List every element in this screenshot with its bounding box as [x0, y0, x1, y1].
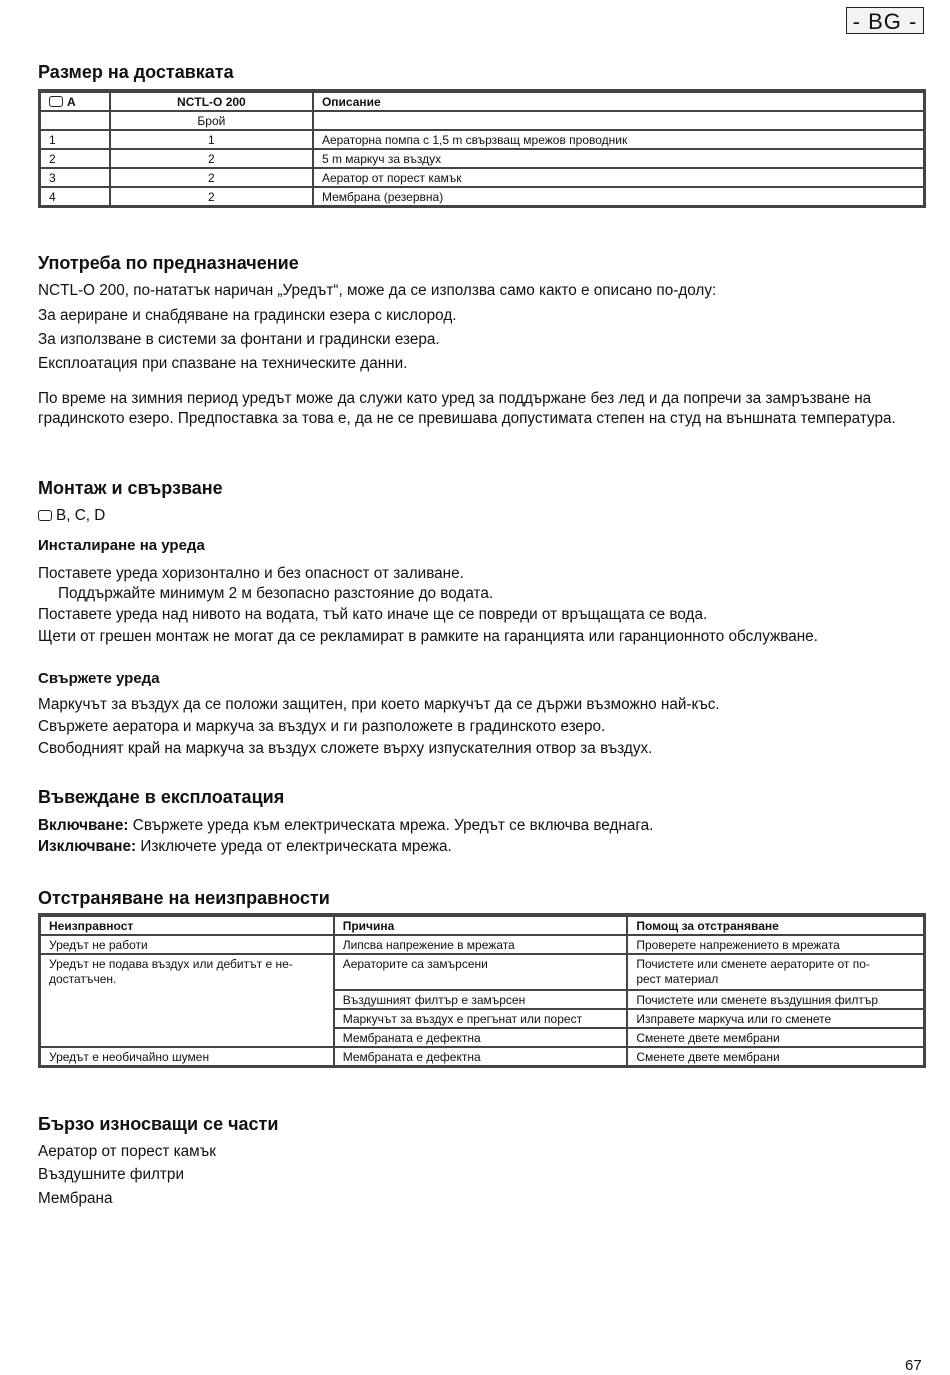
cell-cause: Мембраната е дефектна [334, 1028, 628, 1047]
section-title-intended-use: Употреба по предназначение [38, 253, 299, 273]
connect-line: Маркучът за въздух да се положи защитен, при което маркучът да се държи възможно най-къс. [38, 696, 720, 713]
cell-fault: Уредът не подава въздух или дебитът е не- достатъчен. [40, 954, 334, 1047]
cell-desc: Мембрана (резервна) [313, 187, 924, 206]
header-model: NCTL-O 200 [110, 92, 313, 111]
language-badge: - BG - [846, 7, 924, 34]
cell-fix: Изправете маркуча или го сменете [627, 1009, 924, 1028]
cell-desc: Аератор от порест камък [313, 168, 924, 187]
cell-desc: 5 m маркуч за въздух [313, 149, 924, 168]
troubleshooting-table [38, 913, 926, 1068]
on-text: Свържете уреда към електрическата мрежа. Уредът се включва веднага. [128, 817, 654, 834]
cell-cause: Маркучът за въздух е прегънат или порест [334, 1009, 628, 1028]
header-figure-ref: A [40, 92, 110, 111]
cell-fix: Проверете напрежението в мрежата [627, 935, 924, 954]
header-fault: Неизправност [40, 916, 334, 935]
table-row [40, 1047, 924, 1066]
figure-reference: B, C, D [38, 505, 105, 527]
cell-cause: Въздушният филтър е замърсен [334, 990, 628, 1009]
off-text: Изключете уреда от електрическата мрежа. [136, 838, 452, 855]
intended-use-paragraph: По време на зимния период уредът може да служи като уред за поддържане без лед и да попречи за замръзване на градинското езеро. Предпоставка за това е, да не се превишава допустимата степен на студ на външната температура. [38, 390, 896, 427]
subheader-qty: Брой [110, 111, 313, 130]
page-number: 67 [905, 1357, 922, 1374]
wear-part-item: Аератор от порест камък [38, 1143, 216, 1160]
table-row [40, 187, 924, 206]
delivery-table [38, 89, 926, 208]
cell-pos: 2 [40, 149, 110, 168]
intended-use-line: NCTL-O 200, по-нататък наричан „Уредът“, може да се използва само както е описано по-долу: [38, 282, 717, 299]
table-row [40, 954, 924, 990]
table-header-row [40, 92, 924, 111]
connect-line: Свободният край на маркуча за въздух сложете върху изпускателния отвор за въздух. [38, 740, 653, 757]
cell-fix: Почистете или сменете аераторите от по- рест материал [627, 954, 924, 990]
cell-desc: Aераторна помпа с 1,5 m свързващ мрежов проводник [313, 130, 924, 149]
install-line: Поставете уреда над нивото на водата, тъй като иначе ще се повреди от връщащата се вода. [38, 606, 708, 623]
table-row [40, 935, 924, 954]
section-title-delivery: Размер на доставката [38, 62, 234, 82]
section-title-wear-parts: Бързо износващи се части [38, 1114, 279, 1134]
wear-part-item: Въздушните филтри [38, 1166, 184, 1183]
intended-use-line: За използване в системи за фонтани и градински езера. [38, 331, 440, 348]
table-row [40, 130, 924, 149]
figure-icon [38, 510, 52, 521]
section-title-troubleshooting: Отстраняване на неизправности [38, 888, 330, 908]
subsection-title-connect: Свържете уреда [38, 670, 160, 687]
cell-cause: Мембраната е дефектна [334, 1047, 628, 1066]
cell-fix: Сменете двете мембрани [627, 1028, 924, 1047]
cell-qty: 2 [110, 149, 313, 168]
table-subheader-row [40, 111, 924, 130]
install-line: Щети от грешен монтаж не могат да се рекламират в рамките на гаранцията или гаранционното обслужване. [38, 628, 818, 645]
header-description: Описание [313, 92, 924, 111]
cell-pos: 4 [40, 187, 110, 206]
cell-cause: Аераторите са замърсени [334, 954, 628, 990]
intended-use-line: За аериране и снабдяване на градински езера с кислород. [38, 307, 457, 324]
figure-icon [49, 96, 63, 107]
section-title-startup: Въвеждане в експлоатация [38, 787, 285, 807]
install-line: Поддържайте минимум 2 м безопасно разстояние до водата. [58, 585, 494, 602]
subsection-title-install: Инсталиране на уреда [38, 537, 205, 554]
install-line: Поставете уреда хоризонтално и без опасност от заливане. [38, 565, 464, 582]
cell-cause: Липсва напрежение в мрежата [334, 935, 628, 954]
cell-qty: 1 [110, 130, 313, 149]
cell-qty: 2 [110, 168, 313, 187]
table-header-row [40, 916, 924, 935]
cell-pos: 1 [40, 130, 110, 149]
connect-line: Свържете аератора и маркуча за въздух и ги разположете в градинското езеро. [38, 718, 606, 735]
cell-fault: Уредът е необичайно шумен [40, 1047, 334, 1066]
table-row [40, 168, 924, 187]
cell-pos: 3 [40, 168, 110, 187]
off-label: Изключване: [38, 838, 137, 855]
wear-part-item: Мембрана [38, 1190, 113, 1207]
section-title-installation: Монтаж и свързване [38, 478, 223, 498]
table-row [40, 149, 924, 168]
header-cause: Причина [334, 916, 628, 935]
startup-on-line [38, 815, 653, 837]
cell-fault: Уредът не работи [40, 935, 334, 954]
on-label: Включване: [38, 817, 129, 834]
cell-fix: Почистете или сменете въздушния филтър [627, 990, 924, 1009]
cell-qty: 2 [110, 187, 313, 206]
cell-fix: Сменете двете мембрани [627, 1047, 924, 1066]
intended-use-line: Експлоатация при спазване на техническите данни. [38, 355, 408, 372]
header-fix: Помощ за отстраняване [627, 916, 924, 935]
startup-off-line [38, 836, 452, 858]
